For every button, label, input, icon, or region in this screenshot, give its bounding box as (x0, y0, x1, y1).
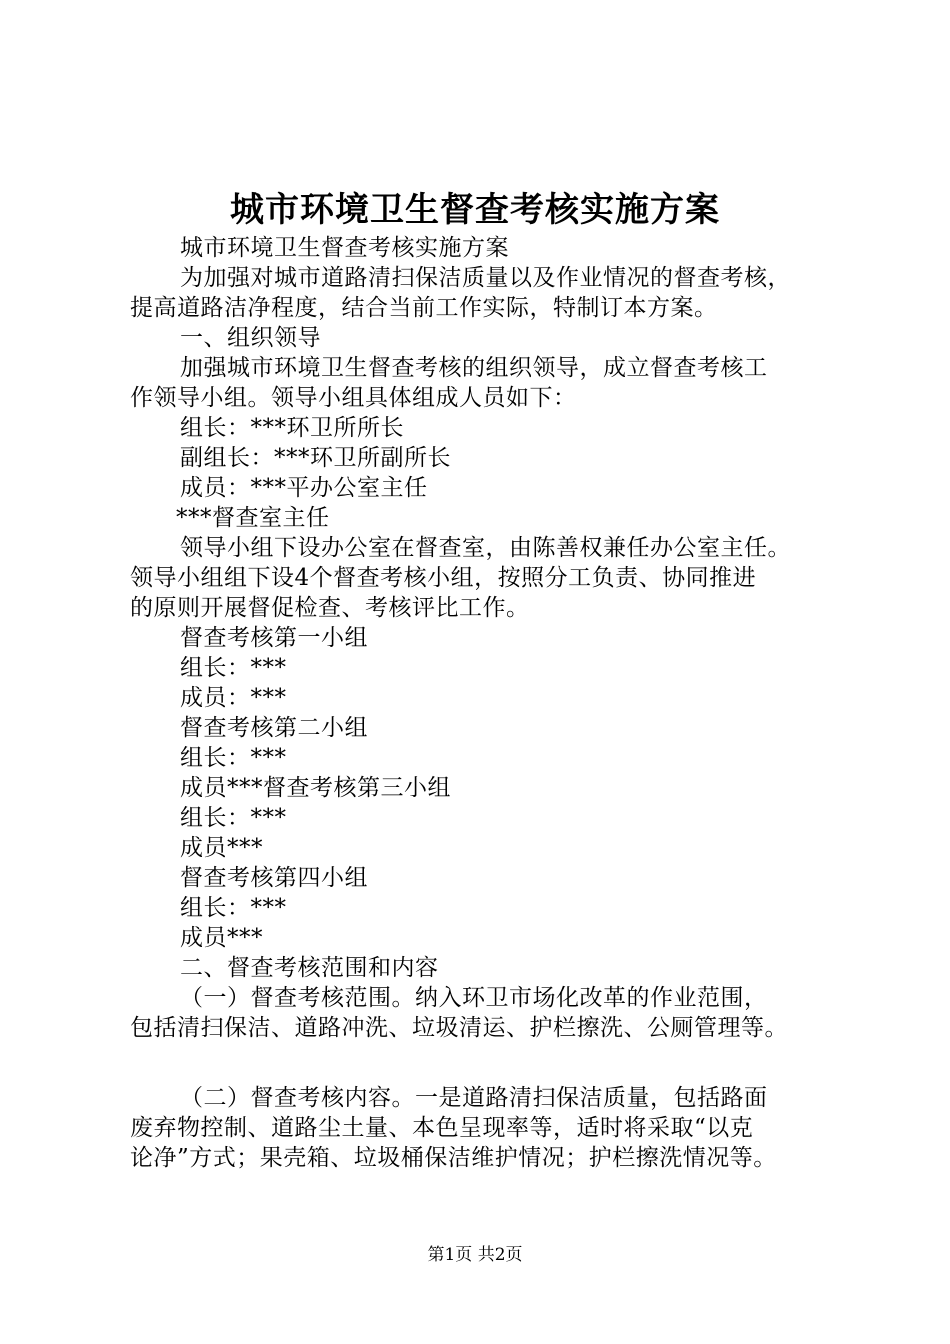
paragraph-line: 领导小组组下设4个督查考核小组，按照分工负责、协同推进 (130, 565, 757, 591)
member-line: 成员：*** (180, 685, 287, 711)
paragraph-spacer (130, 1043, 850, 1083)
document-title: 城市环境卫生督查考核实施方案 (230, 190, 720, 230)
group-heading: 督查考核第一小组 (180, 625, 368, 651)
paragraph-line: 的原则开展督促检查、考核评比工作。 (130, 595, 530, 621)
paragraph-line: 领导小组下设办公室在督查室，由陈善权兼任办公室主任。 (180, 535, 791, 561)
group-heading: 督查考核第二小组 (180, 715, 368, 741)
paragraph-line: 废弃物控制、道路尘土量、本色呈现率等，适时将采取“以克 (130, 1115, 754, 1141)
member-line: 成员：***平办公室主任 (180, 475, 428, 501)
paragraph-line: 为加强对城市道路清扫保洁质量以及作业情况的督查考核， (180, 265, 791, 291)
member-line: 组长：*** (180, 895, 287, 921)
page-footer: 第1页 共2页 (427, 1245, 523, 1265)
paragraph-line: 论净”方式；果壳箱、垃圾桶保洁维护情况；护栏擦洗情况等。 (130, 1145, 777, 1171)
document-body (130, 233, 850, 1173)
section-heading: 一、组织领导 (180, 325, 321, 351)
paragraph-line: （二）督查考核内容。一是道路清扫保洁质量，包括路面 (180, 1085, 768, 1111)
member-line: 组长：*** (180, 655, 287, 681)
paragraph-line: （一）督查考核范围。纳入环卫市场化改革的作业范围， (180, 985, 768, 1011)
paragraph-line: 提高道路洁净程度，结合当前工作实际，特制订本方案。 (130, 295, 718, 321)
member-line: 组长：*** (180, 805, 287, 831)
paragraph-line: 包括清扫保洁、道路冲洗、垃圾清运、护栏擦洗、公厕管理等。 (130, 1015, 788, 1041)
paragraph-line: 作领导小组。领导小组具体组成人员如下： (130, 385, 577, 411)
member-line: 副组长：***环卫所副所长 (180, 445, 451, 471)
group-heading: 督查考核第四小组 (180, 865, 368, 891)
paragraph-line: 加强城市环境卫生督查考核的组织领导，成立督查考核工 (180, 355, 768, 381)
member-line: ***督查室主任 (176, 505, 330, 531)
section-heading: 二、督查考核范围和内容 (180, 955, 439, 981)
member-line: 成员***督查考核第三小组 (180, 775, 451, 801)
member-line: 成员*** (180, 835, 263, 861)
member-line: 组长：*** (180, 745, 287, 771)
member-line: 组长：***环卫所所长 (180, 415, 404, 441)
member-line: 成员*** (180, 925, 263, 951)
subtitle-line: 城市环境卫生督查考核实施方案 (180, 235, 509, 261)
